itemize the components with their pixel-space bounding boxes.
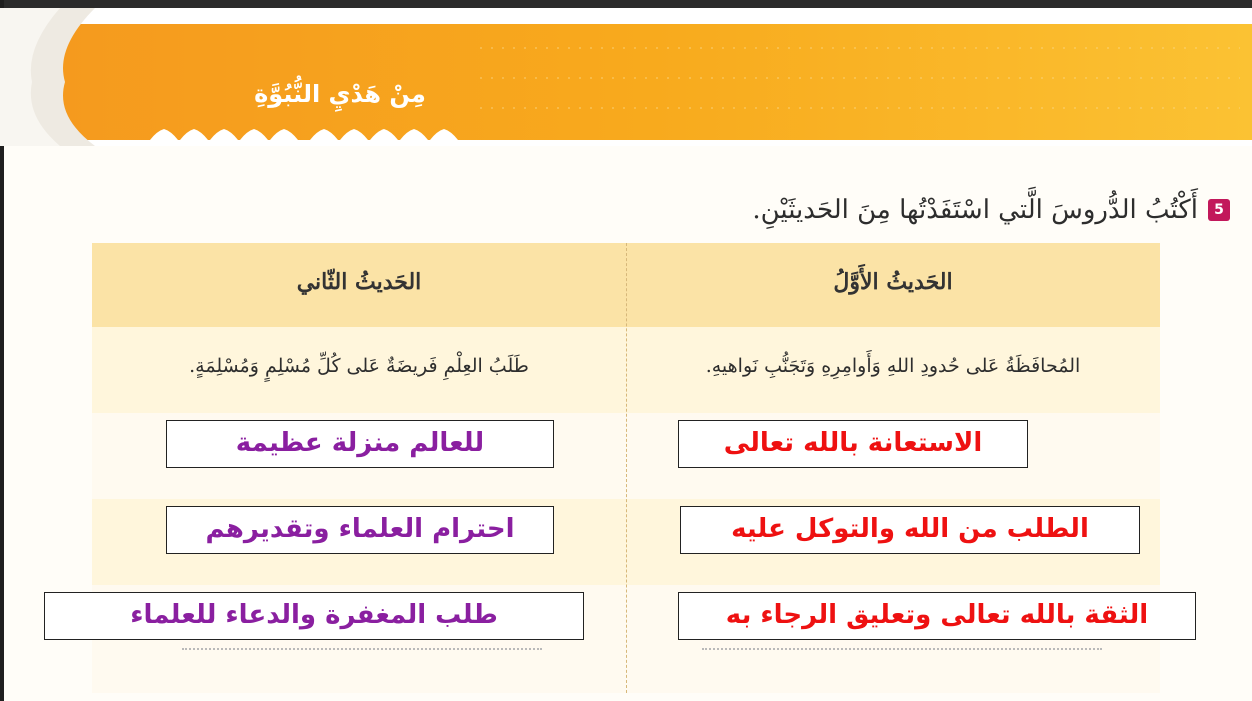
section-banner — [0, 8, 1252, 146]
column-header-first-hadith: الحَديثُ الأَوَّلُ — [833, 269, 953, 295]
answer-box-first-1[interactable]: الاستعانة بالله تعالى — [678, 420, 1028, 468]
exercise-question — [570, 190, 1230, 230]
answer-box-second-2[interactable]: احترام العلماء وتقديرهم — [166, 506, 554, 554]
question-number-badge: 5 — [1208, 199, 1230, 221]
banner-title: مِنْ هَدْيِ النُّبُوَّةِ — [254, 80, 426, 108]
answer-box-first-2[interactable]: الطلب من الله والتوكل عليه — [680, 506, 1140, 554]
answer-box-first-3[interactable]: الثقة بالله تعالى وتعليق الرجاء به — [678, 592, 1196, 640]
banner-orange-band — [55, 24, 1252, 140]
answer-dotted-line — [702, 648, 1102, 650]
column-divider — [626, 243, 627, 693]
first-hadith-summary: المُحافَظَةُ عَلى حُدودِ اللهِ وَأَوامِرِهِ وَتَجَنُّبِ نَواهيهِ. — [705, 355, 1081, 377]
answer-box-second-3[interactable]: طلب المغفرة والدعاء للعلماء — [44, 592, 584, 640]
window-top-bar — [0, 0, 1252, 8]
second-hadith-summary: طَلَبُ العِلْمِ فَريضَةٌ عَلى كُلِّ مُسْلِمٍ وَمُسْلِمَةٍ. — [189, 355, 529, 377]
answer-box-second-1[interactable]: للعالم منزلة عظيمة — [166, 420, 554, 468]
banner-graphic — [0, 8, 1252, 146]
question-text: أَكْتُبُ الدُّروسَ الَّتي اسْتَفَدْتُها مِنَ الحَديثَيْنِ. — [752, 195, 1198, 225]
answer-dotted-line — [182, 648, 542, 650]
column-header-second-hadith: الحَديثُ الثّاني — [296, 269, 422, 295]
